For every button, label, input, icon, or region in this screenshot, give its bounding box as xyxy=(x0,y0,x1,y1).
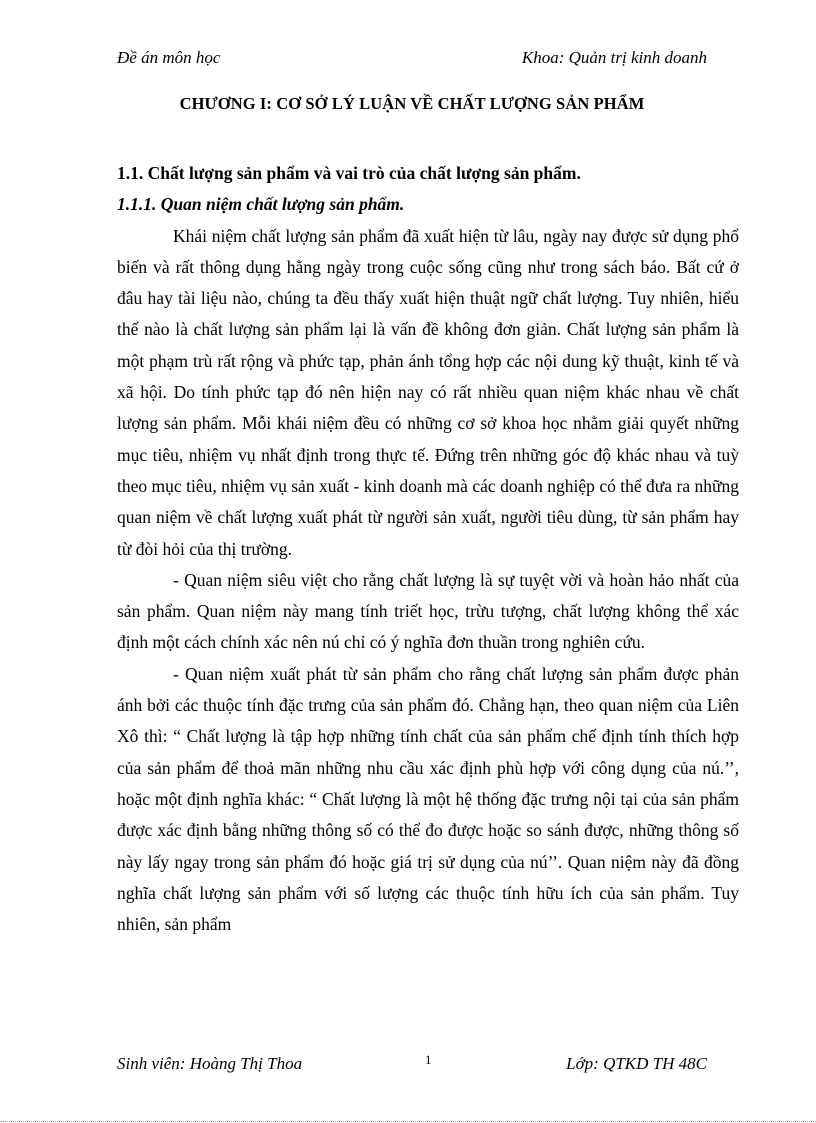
page-number: 1 xyxy=(425,1052,432,1067)
page-break-divider xyxy=(0,1121,816,1122)
header-course-label: Đề án môn học xyxy=(117,48,221,67)
body-paragraph: - Quan niệm siêu việt cho rằng chất lượng là sự tuyệt vời và hoàn hảo nhất của sản phẩm. Quan niệm này mang tính triết học, trừu tượng, chất lượng không thể xác định một cách chính xác nên nú chỉ có ý nghĩa đơn thuần trong nghiên cứu. xyxy=(117,569,739,653)
document-body xyxy=(117,158,739,940)
footer-student-label: Sinh viên: Hoàng Thị Thoa xyxy=(117,1054,303,1073)
body-paragraph: - Quan niệm xuất phát từ sản phẩm cho rằng chất lượng sản phẩm được phản ánh bởi các thuộc tính đặc trưng của sản phẩm đó. Chẳng hạn, theo quan niệm của Liên Xô thì: “ Chất lượng là tập hợp những tính chất của sản phẩm chế định tính thích hợp của sản phẩm để thoả mãn những nhu cầu xác định phù hợp với công dụng của nú.’’, hoặc một định nghĩa khác: “ Chất lượng là một hệ thống đặc trưng nội tại của sản phẩm được xác định bằng những thông số có thể đo được hoặc so sánh được, những thông số này lấy ngay trong sản phẩm đó hoặc giá trị sử dụng của nú’’. Quan niệm này đã đồng nghĩa chất lượng sản phẩm với số lượng các thuộc tính hữu ích của sản phẩm. Tuy nhiên, sản phẩm xyxy=(117,663,739,935)
chapter-title: CHƯƠNG I: CƠ SỞ LÝ LUẬN VỀ CHẤT LƯỢNG SẢN PHẨM xyxy=(179,94,645,113)
header-faculty-label: Khoa: Quản trị kinh doanh xyxy=(521,48,707,67)
footer-class-label: Lớp: QTKD TH 48C xyxy=(566,1054,707,1073)
page-footer xyxy=(117,1054,707,1078)
subsection-heading: 1.1.1. Quan niệm chất lượng sản phẩm. xyxy=(117,194,405,215)
section-heading: 1.1. Chất lượng sản phẩm và vai trò của chất lượng sản phẩm. xyxy=(117,163,581,183)
page-header xyxy=(117,48,707,72)
body-paragraph: Khái niệm chất lượng sản phẩm đã xuất hiện từ lâu, ngày nay được sử dụng phổ biến và rất thông dụng hằng ngày trong cuộc sống cũng như trong sách báo. Bất cứ ở đâu hay tài liệu nào, chúng ta đều thấy xuất hiện thuật ngữ chất lượng. Tuy nhiên, hiểu thế nào là chất lượng sản phẩm lại là vấn đề không đơn giản. Chất lượng sản phẩm là một phạm trù rất rộng và phức tạp, phản ánh tổng hợp các nội dung kỹ thuật, kinh tế và xã hội. Do tính phức tạp đó nên hiện nay có rất nhiều quan niệm khác nhau về chất lượng sản phẩm. Mỗi khái niệm đều có những cơ sở khoa học nhằm giải quyết những mục tiêu, nhiệm vụ nhất định trong thực tế. Đứng trên những góc độ khác nhau và tuỳ theo mục tiêu, nhiệm vụ sản xuất - kinh doanh mà các doanh nghiệp có thể đưa ra những quan niệm về chất lượng xuất phát từ người sản xuất, người tiêu dùng, từ sản phẩm hay từ đòi hỏi của thị trường. xyxy=(117,225,739,559)
